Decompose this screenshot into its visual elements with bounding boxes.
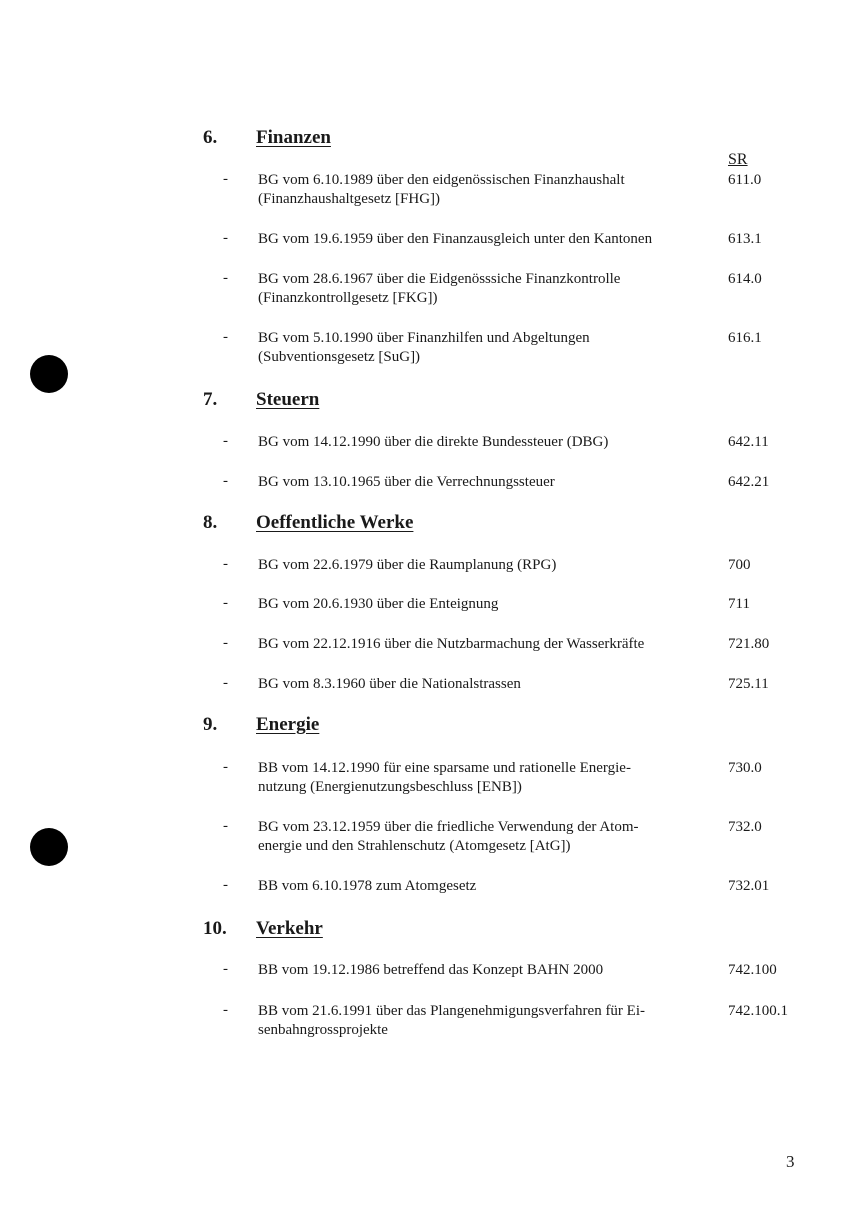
entry-text: BG vom 19.6.1959 über den Finanzausgleich unter den Kantonen — [258, 231, 653, 247]
entry-text: BG vom 14.12.1990 über die direkte Bundessteuer (DBG) — [258, 434, 609, 450]
entry-text: BB vom 6.10.1978 zum Atomgesetz — [258, 878, 477, 894]
entry-sr-number: 611.0 — [728, 172, 762, 188]
sr-column-header: SR — [728, 151, 748, 168]
entry-sr-number: 642.21 — [728, 474, 770, 490]
document-page: SR 6. Finanzen - BG vom 6.10.1989 über den eidgenössischen Finanzhaushalt (Finanzhaushaltgesetz [FHG]) 611.0 - BG vom 19.6.1959 über den Finanzausgleich unter den Kantonen 613.1 - BG vom 28.6.1967 über die Eidgenösssiche Finanzkontrolle (Finanzkontrollgesetz [FKG]) 614.0 - BG vom 5.10.1990 über Finanzhilfen und Abgeltungen (Subventionsgesetz [SuG]) 616.1 7. Steuern - BG vom 14.12.1990 über die direkte Bundessteuer (DBG) 642.11 - BG vom 13.10.1965 über die Verrechnungssteuer 642.21 8. Oeffentliche Werke - BG vom 22.6.1979 über die Raumplanung (RPG) 700 - BG vom 20.6.1930 über die Enteignung 711 - BG vom 22.12.1916 über die Nutzbarmachung der Wasserkräfte 721.80 - BG vom 8.3.1960 über die Nationalstrassen 725.11 9. Energie - BB vom 14.12.1990 für eine sparsame und rationelle Energie- nutzung (Energienutzungsbeschluss [ENB]) 730.0 - BG vom 23.12.1959 über die friedliche Verwendung der Atom- energie und den Strahlenschutz (Atomgesetz [AtG]) 732.0 - BB vom 6.10.1978 zum Atomgesetz 732.01 10. Verkehr - BB vom 19.12.1986 betreffend das Konzept BAHN 2000 742.100 - BB vom 21.6.1991 über das Plangenehmigungsverfahren für Ei- senbahngrossprojekte 742.100.1 3 — [0, 0, 862, 1216]
section-title: Verkehr — [256, 918, 323, 939]
entry-text: BG vom 20.6.1930 über die Enteignung — [258, 596, 499, 612]
punch-hole-icon — [30, 828, 68, 866]
entry-sr-number: 742.100.1 — [728, 1003, 788, 1019]
entry-text: BB vom 19.12.1986 betreffend das Konzept BAHN 2000 — [258, 962, 604, 978]
entry-sr-number: 616.1 — [728, 330, 762, 346]
entry-sr-number: 732.01 — [728, 878, 770, 894]
entry-text: BG vom 22.12.1916 über die Nutzbarmachung der Wasserkräfte — [258, 636, 645, 652]
section-number: 8. — [203, 512, 218, 533]
entry-text: BG vom 8.3.1960 über die Nationalstrassen — [258, 676, 521, 692]
entry-sr-number: 700 — [728, 557, 751, 573]
entry-sr-number: 642.11 — [728, 434, 769, 450]
page-number: 3 — [786, 1152, 795, 1171]
entry-sr-number: 711 — [728, 596, 750, 612]
entry-sr-number: 613.1 — [728, 231, 762, 247]
entry-text: BB vom 14.12.1990 für eine sparsame und rationelle Energie- nutzung (Energienutzungsbeschluss [ENB]) — [258, 760, 631, 795]
entry-sr-number: 721.80 — [728, 636, 770, 652]
entry-sr-number: 742.100 — [728, 962, 777, 978]
section-title: Oeffentliche Werke — [256, 512, 414, 533]
entry-text: BG vom 5.10.1990 über Finanzhilfen und Abgeltungen (Subventionsgesetz [SuG]) — [258, 330, 590, 365]
section-number: 10. — [203, 918, 227, 939]
entry-sr-number: 725.11 — [728, 676, 769, 692]
section-title: Finanzen — [256, 127, 331, 148]
section-title: Steuern — [256, 389, 320, 410]
entry-text: BG vom 6.10.1989 über den eidgenössischen Finanzhaushalt (Finanzhaushaltgesetz [FHG]) — [258, 172, 625, 207]
section-title: Energie — [256, 714, 320, 735]
section-number: 6. — [203, 127, 218, 148]
entry-text: BG vom 22.6.1979 über die Raumplanung (RPG) — [258, 557, 557, 573]
punch-hole-icon — [30, 355, 68, 393]
entry-text: BG vom 23.12.1959 über die friedliche Verwendung der Atom- energie und den Strahlenschutz (Atomgesetz [AtG]) — [258, 819, 639, 854]
section-number: 9. — [203, 714, 218, 735]
section-number: 7. — [203, 389, 218, 410]
entry-sr-number: 730.0 — [728, 760, 762, 776]
entry-text: BB vom 21.6.1991 über das Plangenehmigungsverfahren für Ei- senbahngrossprojekte — [258, 1003, 646, 1038]
entry-text: BG vom 13.10.1965 über die Verrechnungssteuer — [258, 474, 555, 490]
entry-sr-number: 614.0 — [728, 271, 762, 287]
entry-text: BG vom 28.6.1967 über die Eidgenösssiche Finanzkontrolle (Finanzkontrollgesetz [FKG]) — [258, 271, 621, 306]
entry-sr-number: 732.0 — [728, 819, 762, 835]
